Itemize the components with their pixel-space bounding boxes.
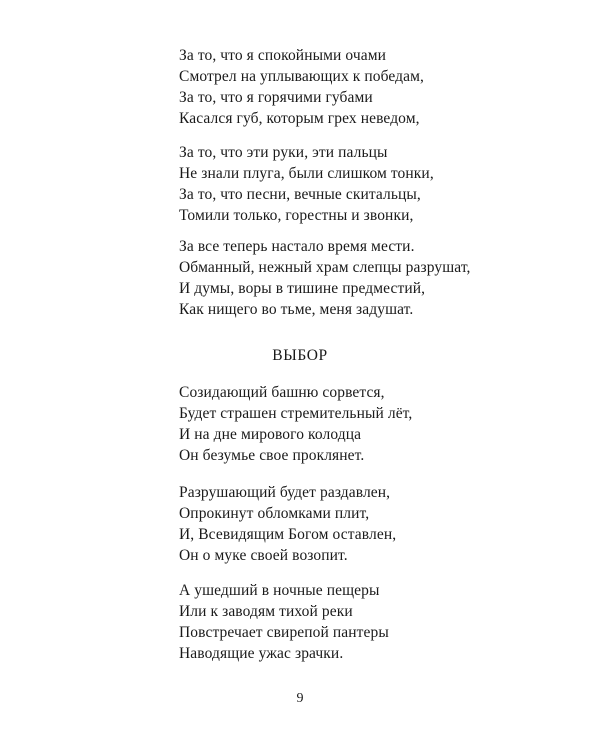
poem-title: ВЫБОР bbox=[272, 347, 328, 364]
verse-line: Или к заводям тихой реки bbox=[179, 603, 353, 620]
verse-line: Томили только, горестны и звонки, bbox=[179, 207, 414, 224]
verse-line: Касался губ, которым грех неведом, bbox=[179, 110, 420, 127]
verse-line: За все теперь настало время мести. bbox=[179, 238, 415, 255]
verse-line: Обманный, нежный храм слепцы разрушат, bbox=[179, 259, 471, 276]
verse-line: Как нищего во тьме, меня задушат. bbox=[179, 301, 414, 318]
poem2-stanza-1 bbox=[179, 382, 559, 466]
verse-line: За то, что эти руки, эти пальцы bbox=[179, 144, 388, 161]
verse-line: Разрушающий будет раздавлен, bbox=[179, 484, 391, 501]
verse-line: Он безумье свое проклянет. bbox=[179, 447, 365, 464]
verse-line: За то, что песни, вечные скитальцы, bbox=[179, 186, 421, 203]
poem2-stanza-2 bbox=[179, 482, 559, 566]
verse-line: Созидающий башню сорвется, bbox=[179, 384, 385, 401]
verse-line: За то, что я спокойными очами bbox=[179, 47, 387, 64]
page-number: 9 bbox=[296, 691, 304, 706]
verse-line: Повстречает свирепой пантеры bbox=[179, 624, 389, 641]
verse-line: И на дне мирового колодца bbox=[179, 426, 362, 443]
poem1-stanza-3 bbox=[179, 236, 559, 320]
verse-line: А ушедший в ночные пещеры bbox=[179, 582, 380, 599]
verse-line: Будет страшен стремительный лёт, bbox=[179, 405, 413, 422]
verse-line: Опрокинут обломками плит, bbox=[179, 505, 370, 522]
verse-line: Наводящие ужас зрачки. bbox=[179, 645, 344, 662]
verse-line: И думы, воры в тишине предместий, bbox=[179, 280, 426, 297]
verse-line: Он о муке своей возопит. bbox=[179, 547, 348, 564]
verse-line: Не знали плуга, были слишком тонки, bbox=[179, 165, 434, 182]
poem2-stanza-3 bbox=[179, 580, 559, 664]
verse-line: И, Всевидящим Богом оставлен, bbox=[179, 526, 397, 543]
verse-line: За то, что я горячими губами bbox=[179, 89, 373, 106]
verse-line: Смотрел на уплывающих к победам, bbox=[179, 68, 425, 85]
poem1-stanza-2 bbox=[179, 142, 559, 226]
poem1-stanza-1 bbox=[179, 45, 559, 129]
